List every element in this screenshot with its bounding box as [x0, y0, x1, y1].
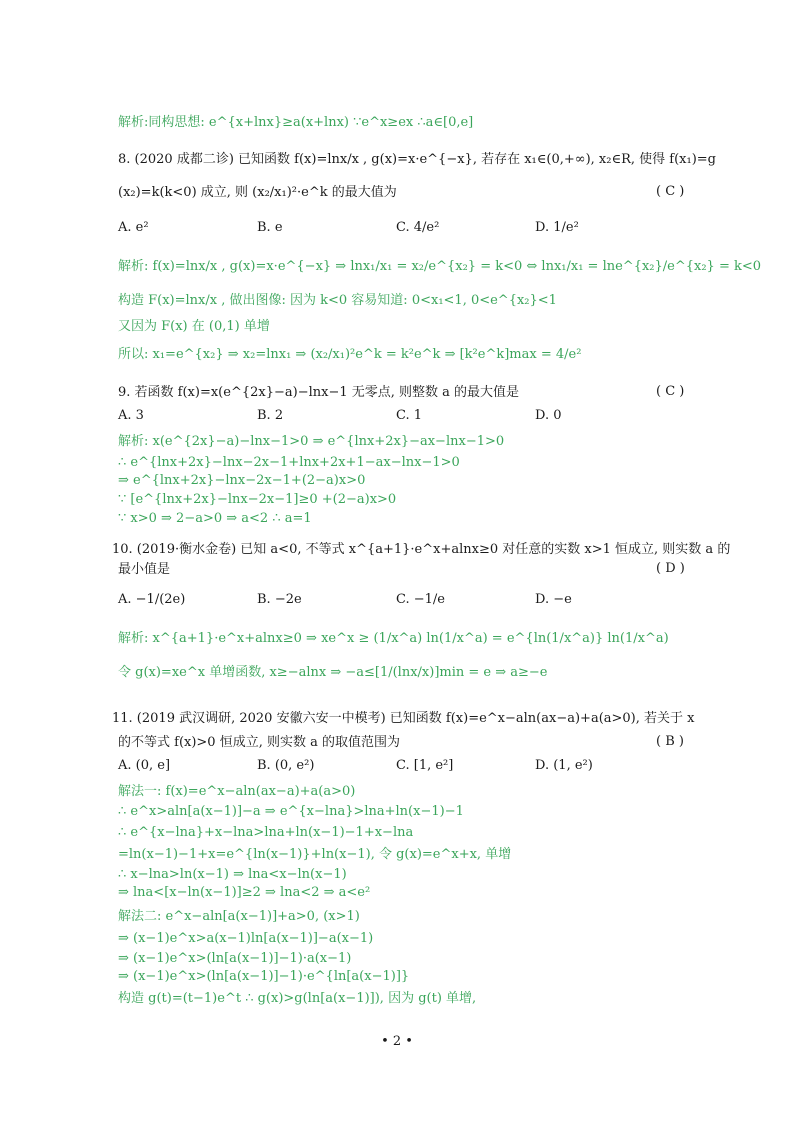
- question-11-answer: ( B ): [656, 734, 684, 749]
- question-11-solution-line: ∴ x−lna>ln(x−1) ⇒ lna<x−ln(x−1): [118, 867, 347, 882]
- question-11-stem: 11. (2019 武汉调研, 2020 安徽六安一中模考) 已知函数 f(x)=e^x−aln(ax−a)+a(a>0), 若关于 x: [112, 711, 695, 726]
- question-11-solution-line: ⇒ lna<[x−ln(x−1)]≥2 ⇒ lna<2 ⇒ a<e²: [118, 885, 371, 900]
- question-9-option-d: D. 0: [535, 408, 562, 423]
- question-9-solution-line: ⇒ e^{lnx+2x}−lnx−2x−1+(2−a)x>0: [118, 473, 366, 488]
- question-10-option-d: D. −e: [535, 592, 572, 607]
- question-10-option-b: B. −2e: [257, 592, 302, 607]
- question-10-option-c: C. −1/e: [396, 592, 445, 607]
- question-11-option-d: D. (1, e²): [535, 758, 593, 773]
- question-8-answer: ( C ): [656, 184, 685, 199]
- question-11-solution-line: ∴ e^x>aln[a(x−1)]−a ⇒ e^{x−lna}>lna+ln(x−1)−1: [118, 804, 464, 819]
- question-10-solution-line: 令 g(x)=xe^x 单增函数, x≥−alnx ⇒ −a≤[1/(lnx/x)]min = e ⇒ a≥−e: [118, 665, 548, 680]
- question-11-option-c: C. [1, e²]: [396, 758, 454, 773]
- question-9-option-a: A. 3: [118, 408, 144, 423]
- question-8-stem-cont: (x₂)=k(k<0) 成立, 则 (x₂/x₁)²·e^k 的最大值为: [118, 185, 397, 200]
- question-10-stem-cont: 最小值是: [118, 562, 171, 577]
- question-11-solution-line: 解法二: e^x−aln[a(x−1)]+a>0, (x>1): [118, 909, 360, 924]
- question-8-stem: 8. (2020 成都二诊) 已知函数 f(x)=lnx/x , g(x)=x·e^{−x}, 若存在 x₁∈(0,+∞), x₂∈R, 使得 f(x₁)=g: [118, 152, 716, 167]
- question-11-solution-line: 构造 g(t)=(t−1)e^t ∴ g(x)>g(ln[a(x−1)]), 因为 g(t) 单增,: [118, 991, 477, 1006]
- question-10-answer: ( D ): [656, 561, 685, 576]
- question-11-solution-line: 解法一: f(x)=e^x−aln(ax−a)+a(a>0): [118, 784, 356, 799]
- question-9-option-b: B. 2: [257, 408, 284, 423]
- question-8-option-d: D. 1/e²: [535, 220, 579, 235]
- page-number: • 2 •: [381, 1034, 413, 1049]
- question-9-solution-line: ∵ [e^{lnx+2x}−lnx−2x−1]≥0 +(2−a)x>0: [118, 492, 397, 507]
- question-11-option-b: B. (0, e²): [257, 758, 315, 773]
- question-10-option-a: A. −1/(2e): [118, 592, 186, 607]
- question-9-answer: ( C ): [656, 384, 685, 399]
- question-11-solution-line: ∴ e^{x−lna}+x−lna>lna+ln(x−1)−1+x−lna: [118, 825, 414, 840]
- question-9-stem: 9. 若函数 f(x)=x(e^{2x}−a)−lnx−1 无零点, 则整数 a 的最大值是: [118, 385, 520, 400]
- question-8-option-a: A. e²: [118, 220, 149, 235]
- question-8-solution-line: 所以: x₁=e^{x₂} ⇒ x₂=lnx₁ ⇒ (x₂/x₁)²e^k = k²e^k ⇒ [k²e^k]max = 4/e²: [118, 347, 582, 362]
- question-11-solution-line: ⇒ (x−1)e^x>(ln[a(x−1)]−1)·e^{ln[a(x−1)]}: [118, 969, 410, 984]
- question-11-option-a: A. (0, e]: [118, 758, 171, 773]
- solution-line: 解析:同构思想: e^{x+lnx}≥a(x+lnx) ∵e^x≥ex ∴a∈[0,e]: [118, 115, 474, 130]
- question-8-solution-line: 构造 F(x)=lnx/x , 做出图像: 因为 k<0 容易知道: 0<x₁<1, 0<e^{x₂}<1: [118, 293, 557, 308]
- question-9-solution-line: ∴ e^{lnx+2x}−lnx−2x−1+lnx+2x+1−ax−lnx−1>0: [118, 455, 460, 470]
- question-11-stem-cont: 的不等式 f(x)>0 恒成立, 则实数 a 的取值范围为: [118, 735, 400, 750]
- question-9-option-c: C. 1: [396, 408, 423, 423]
- question-10-stem: 10. (2019·衡水金卷) 已知 a<0, 不等式 x^{a+1}·e^x+alnx≥0 对任意的实数 x>1 恒成立, 则实数 a 的: [112, 542, 731, 557]
- question-8-solution-line: 解析: f(x)=lnx/x , g(x)=x·e^{−x} ⇒ lnx₁/x₁ = x₂/e^{x₂} = k<0 ⇔ lnx₁/x₁ = lne^{x₂}/e^{x₂} = k<0: [118, 259, 762, 274]
- question-9-solution-line: 解析: x(e^{2x}−a)−lnx−1>0 ⇒ e^{lnx+2x}−ax−lnx−1>0: [118, 434, 505, 449]
- question-8-solution-line: 又因为 F(x) 在 (0,1) 单增: [118, 319, 270, 334]
- question-11-solution-line: =ln(x−1)−1+x=e^{ln(x−1)}+ln(x−1), 令 g(x)=e^x+x, 单增: [118, 847, 512, 862]
- question-9-solution-line: ∵ x>0 ⇒ 2−a>0 ⇒ a<2 ∴ a=1: [118, 511, 312, 526]
- question-10-solution-line: 解析: x^{a+1}·e^x+alnx≥0 ⇒ xe^x ≥ (1/x^a) ln(1/x^a) = e^{ln(1/x^a)} ln(1/x^a): [118, 631, 669, 646]
- question-11-solution-line: ⇒ (x−1)e^x>(ln[a(x−1)]−1)·a(x−1): [118, 951, 352, 966]
- question-8-option-b: B. e: [257, 220, 283, 235]
- question-11-solution-line: ⇒ (x−1)e^x>a(x−1)ln[a(x−1)]−a(x−1): [118, 931, 374, 946]
- question-8-option-c: C. 4/e²: [396, 220, 440, 235]
